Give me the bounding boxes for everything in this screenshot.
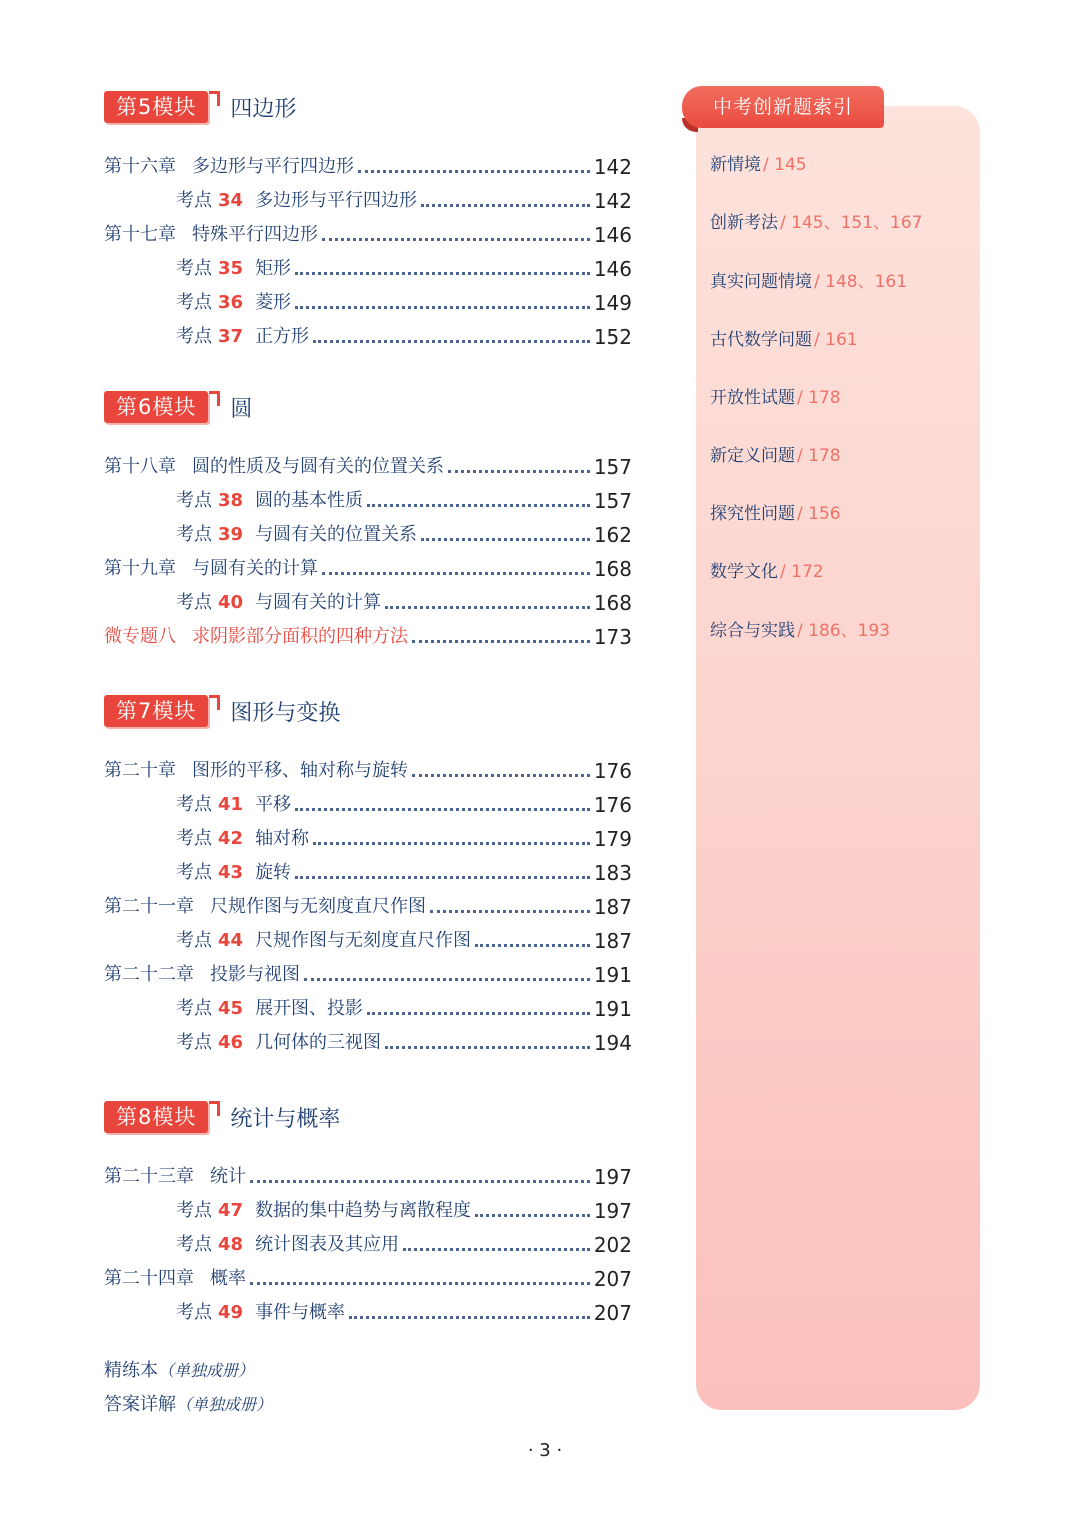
module-badge: 第6模块 <box>104 391 208 423</box>
point-number: 44 <box>218 930 244 951</box>
page-ref: 183 <box>593 861 632 885</box>
page-ref: 142 <box>593 155 632 179</box>
page-ref: 191 <box>593 963 632 987</box>
toc-point-row[interactable] <box>176 1230 632 1258</box>
index-panel-title: 中考创新题索引 <box>682 86 884 128</box>
point-title: 与圆有关的计算 <box>255 592 382 613</box>
toc-point-row[interactable] <box>176 186 632 214</box>
index-item-label: 新定义问题 <box>710 446 795 466</box>
index-item[interactable] <box>710 150 807 175</box>
page-ref: 146 <box>593 257 632 281</box>
dot-leader <box>385 1046 590 1049</box>
index-item-pages: / 145、151、167 <box>780 213 923 233</box>
point-title: 菱形 <box>255 292 292 313</box>
extra-booklet-item[interactable] <box>104 1356 254 1382</box>
special-topic-number: 微专题八 <box>104 626 176 647</box>
dot-leader <box>304 978 590 981</box>
page-ref: 207 <box>593 1301 632 1325</box>
point-title: 尺规作图与无刻度直尺作图 <box>255 930 472 951</box>
index-item-label: 新情境 <box>710 155 761 175</box>
page-ref: 173 <box>593 625 632 649</box>
point-label: 考点 <box>176 292 212 313</box>
point-number: 37 <box>218 326 244 347</box>
toc-point-row[interactable] <box>176 858 632 886</box>
toc-point-row[interactable] <box>176 790 632 818</box>
module-badge: 第8模块 <box>104 1101 208 1133</box>
page-ref: 179 <box>593 827 632 851</box>
toc-chapter-row[interactable] <box>104 892 632 920</box>
module-header <box>104 90 296 124</box>
dot-leader <box>313 842 590 845</box>
innovation-index-panel <box>696 106 980 1410</box>
point-number: 35 <box>218 258 244 279</box>
index-item[interactable] <box>710 441 841 466</box>
index-item[interactable] <box>710 325 858 350</box>
point-number: 40 <box>218 592 244 613</box>
module-header <box>104 694 340 728</box>
module-title: 圆 <box>230 396 253 422</box>
toc-point-row[interactable] <box>176 288 632 316</box>
dot-leader <box>403 1248 590 1251</box>
point-title: 正方形 <box>255 326 310 347</box>
toc-point-row[interactable] <box>176 994 632 1022</box>
dot-leader <box>295 876 590 879</box>
dot-leader <box>412 774 590 777</box>
page-ref: 142 <box>593 189 632 213</box>
point-number: 43 <box>218 862 244 883</box>
chapter-title: 投影与视图 <box>210 964 300 985</box>
point-number: 39 <box>218 524 244 545</box>
page-ref: 197 <box>593 1199 632 1223</box>
point-label: 考点 <box>176 524 212 545</box>
dot-leader <box>385 606 590 609</box>
page-ref: 202 <box>593 1233 632 1257</box>
toc-chapter-row[interactable] <box>104 1264 632 1292</box>
point-title: 统计图表及其应用 <box>255 1234 400 1255</box>
point-label: 考点 <box>176 326 212 347</box>
point-title: 多边形与平行四边形 <box>255 190 418 211</box>
page-ref: 149 <box>593 291 632 315</box>
dot-leader <box>322 572 590 575</box>
dot-leader <box>250 1180 590 1183</box>
chapter-title: 图形的平移、轴对称与旋转 <box>192 760 408 781</box>
dot-leader <box>448 470 590 473</box>
point-title: 数据的集中趋势与离散程度 <box>255 1200 472 1221</box>
page-ref: 157 <box>593 455 632 479</box>
extra-answers-item[interactable] <box>104 1390 272 1416</box>
dot-leader <box>349 1316 590 1319</box>
index-item-pages: / 186、193 <box>797 621 891 641</box>
toc-chapter-row[interactable] <box>104 220 632 248</box>
page-ref: 176 <box>593 793 632 817</box>
point-number: 48 <box>218 1234 244 1255</box>
toc-point-row[interactable] <box>176 254 632 282</box>
point-label: 考点 <box>176 998 212 1019</box>
page-ref: 168 <box>593 557 632 581</box>
point-title: 圆的基本性质 <box>255 490 364 511</box>
chapter-title: 尺规作图与无刻度直尺作图 <box>210 896 426 917</box>
page-ref: 157 <box>593 489 632 513</box>
point-number: 46 <box>218 1032 244 1053</box>
point-label: 考点 <box>176 794 212 815</box>
module-badge: 第7模块 <box>104 695 208 727</box>
point-label: 考点 <box>176 490 212 511</box>
module-header <box>104 1100 340 1134</box>
index-item[interactable] <box>710 557 824 582</box>
chapter-number: 第十九章 <box>104 558 176 579</box>
index-item-label: 真实问题情境 <box>710 272 812 292</box>
point-number: 45 <box>218 998 244 1019</box>
module-header <box>104 390 252 424</box>
point-label: 考点 <box>176 930 212 951</box>
toc-point-row[interactable] <box>176 322 632 350</box>
extra-note: （单独成册） <box>176 1395 273 1414</box>
chapter-title: 概率 <box>210 1268 246 1289</box>
dot-leader <box>475 1214 590 1217</box>
index-item-pages: / 145 <box>763 155 807 175</box>
index-item[interactable] <box>710 267 907 292</box>
point-title: 轴对称 <box>255 828 310 849</box>
chapter-title: 统计 <box>210 1166 246 1187</box>
module-title: 图形与变换 <box>230 700 341 726</box>
toc-point-row[interactable] <box>176 926 632 954</box>
index-item-label: 探究性问题 <box>710 504 795 524</box>
chapter-number: 第二十章 <box>104 760 176 781</box>
toc-chapter-row[interactable] <box>104 452 632 480</box>
point-title: 展开图、投影 <box>255 998 364 1019</box>
page-ref: 187 <box>593 895 632 919</box>
index-item-pages: / 161 <box>814 330 858 350</box>
page-ref: 162 <box>593 523 632 547</box>
chapter-title: 圆的性质及与圆有关的位置关系 <box>192 456 444 477</box>
page-ref: 176 <box>593 759 632 783</box>
page-ref: 146 <box>593 223 632 247</box>
point-title: 事件与概率 <box>255 1302 346 1323</box>
chapter-number: 第十八章 <box>104 456 176 477</box>
point-label: 考点 <box>176 190 212 211</box>
chapter-title: 与圆有关的计算 <box>192 558 318 579</box>
page-ref: 197 <box>593 1165 632 1189</box>
point-label: 考点 <box>176 1032 212 1053</box>
dot-leader <box>367 1012 590 1015</box>
dot-leader <box>358 170 590 173</box>
point-number: 38 <box>218 490 244 511</box>
chapter-number: 第二十二章 <box>104 964 194 985</box>
dot-leader <box>313 340 590 343</box>
point-title: 与圆有关的位置关系 <box>255 524 418 545</box>
toc-chapter-row[interactable] <box>104 554 632 582</box>
index-item-pages: / 172 <box>780 562 824 582</box>
point-number: 34 <box>218 190 244 211</box>
dot-leader <box>430 910 590 913</box>
index-item-pages: / 178 <box>797 446 841 466</box>
dot-leader <box>295 808 590 811</box>
toc-chapter-row[interactable] <box>104 960 632 988</box>
index-item-label: 综合与实践 <box>710 621 795 641</box>
point-label: 考点 <box>176 1200 212 1221</box>
point-number: 49 <box>218 1302 244 1323</box>
toc-point-row[interactable] <box>176 1028 632 1056</box>
page-number: · 3 · <box>527 1440 563 1461</box>
dot-leader <box>295 306 590 309</box>
index-item-pages: / 156 <box>797 504 841 524</box>
index-item-label: 古代数学问题 <box>710 330 812 350</box>
index-item-pages: / 178 <box>797 388 841 408</box>
extra-title: 答案详解 <box>104 1394 176 1415</box>
index-item-label: 开放性试题 <box>710 388 795 408</box>
point-number: 41 <box>218 794 244 815</box>
chapter-title: 特殊平行四边形 <box>192 224 318 245</box>
toc-chapter-row[interactable] <box>104 756 632 784</box>
dot-leader <box>367 504 590 507</box>
point-label: 考点 <box>176 828 212 849</box>
page-ref: 187 <box>593 929 632 953</box>
index-item[interactable] <box>710 616 890 641</box>
toc-point-row[interactable] <box>176 1196 632 1224</box>
dot-leader <box>421 538 590 541</box>
module-title: 统计与概率 <box>230 1106 341 1132</box>
toc-point-row[interactable] <box>176 824 632 852</box>
page-ref: 152 <box>593 325 632 349</box>
point-title: 矩形 <box>255 258 292 279</box>
module-badge: 第5模块 <box>104 91 208 123</box>
point-number: 36 <box>218 292 244 313</box>
point-label: 考点 <box>176 1302 212 1323</box>
special-topic-title: 求阴影部分面积的四种方法 <box>192 626 408 647</box>
page-ref: 168 <box>593 591 632 615</box>
chapter-number: 第十七章 <box>104 224 176 245</box>
index-item-label: 创新考法 <box>710 213 778 233</box>
point-label: 考点 <box>176 258 212 279</box>
extra-title: 精练本 <box>104 1360 158 1381</box>
point-label: 考点 <box>176 1234 212 1255</box>
dot-leader <box>295 272 590 275</box>
chapter-number: 第二十四章 <box>104 1268 194 1289</box>
page-ref: 191 <box>593 997 632 1021</box>
toc-special-topic-row[interactable] <box>104 622 632 650</box>
chapter-number: 第二十一章 <box>104 896 194 917</box>
dot-leader <box>412 640 590 643</box>
index-item[interactable] <box>710 383 841 408</box>
toc-point-row[interactable] <box>176 1298 632 1326</box>
index-item-label: 数学文化 <box>710 562 778 582</box>
index-item[interactable] <box>710 499 841 524</box>
chapter-title: 多边形与平行四边形 <box>192 156 354 177</box>
dot-leader <box>475 944 590 947</box>
extra-note: （单独成册） <box>158 1361 255 1380</box>
toc-chapter-row[interactable] <box>104 152 632 180</box>
point-number: 47 <box>218 1200 244 1221</box>
dot-leader <box>250 1282 590 1285</box>
chapter-number: 第十六章 <box>104 156 176 177</box>
point-label: 考点 <box>176 592 212 613</box>
point-title: 平移 <box>255 794 292 815</box>
toc-chapter-row[interactable] <box>104 1162 632 1190</box>
page-ref: 207 <box>593 1267 632 1291</box>
point-label: 考点 <box>176 862 212 883</box>
point-number: 42 <box>218 828 244 849</box>
toc-point-row[interactable] <box>176 520 632 548</box>
toc-point-row[interactable] <box>176 588 632 616</box>
point-title: 几何体的三视图 <box>255 1032 382 1053</box>
module-title: 四边形 <box>230 96 297 122</box>
toc-point-row[interactable] <box>176 486 632 514</box>
index-item[interactable] <box>710 208 922 233</box>
index-item-pages: / 148、161 <box>814 272 908 292</box>
dot-leader <box>421 204 590 207</box>
page-ref: 194 <box>593 1031 632 1055</box>
dot-leader <box>322 238 590 241</box>
chapter-number: 第二十三章 <box>104 1166 194 1187</box>
point-title: 旋转 <box>255 862 292 883</box>
